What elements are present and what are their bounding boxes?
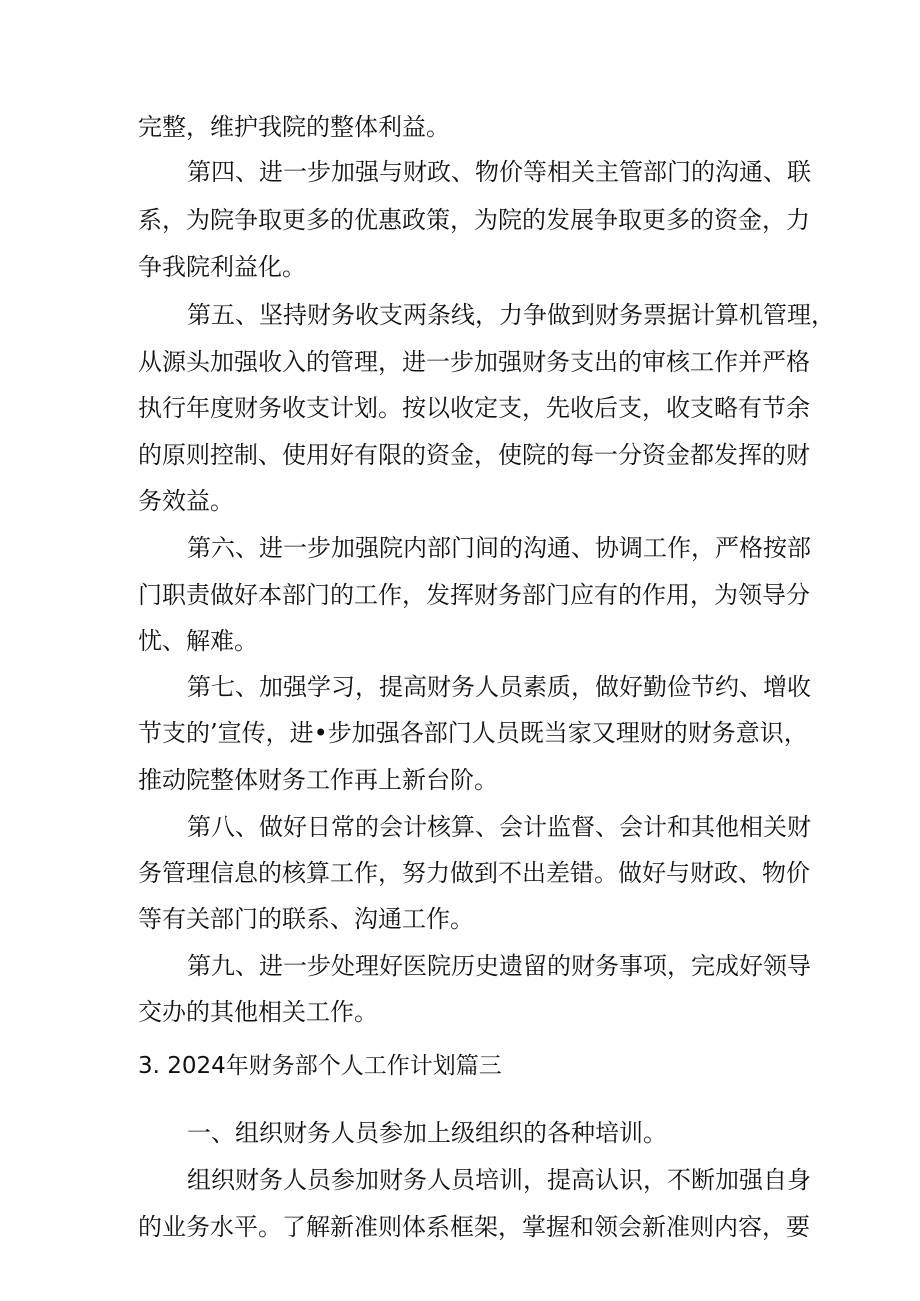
paragraph-line: 第五、坚持财务收支两条线，力争做到财务票据计算机管理， [187,301,835,329]
paragraph-line: 第六、进一步加强院内部门间的沟通、协调工作，严格按部 [187,534,811,562]
paragraph-line: 争我院利益化。 [138,253,306,281]
paragraph-line: 执行年度财务收支计划。按以收定支，先收后支，收支略有节余 [138,394,810,422]
paragraph-line: 从源头加强收入的管理，进一步加强财务支出的审核工作并严格 [138,348,810,376]
paragraph-line: 务管理信息的核算工作，努力做到不出差错。做好与财政、物价 [138,859,810,887]
paragraph-line: 节支的’宣传，进•步加强各部门人员既当家又理财的财务意识， [138,719,808,747]
paragraph-line: 门职责做好本部门的工作，发挥财务部门应有的作用，为领导分 [138,581,810,609]
paragraph-line: 的业务水平。了解新准则体系框架，掌握和领会新准则内容，要 [138,1213,810,1241]
paragraph-line: 务效益。 [138,487,234,515]
paragraph-line: 等有关部门的联系、沟通工作。 [138,905,474,933]
paragraph-line: 系，为院争取更多的优惠政策，为院的发展争取更多的资金，力 [138,206,810,234]
section-heading: 3. 2024年财务部个人工作计划篇三 [138,1053,502,1079]
paragraph-line: 组织财务人员参加财务人员培训，提高认识，不断加强自身 [187,1166,811,1194]
paragraph-line: 第七、加强学习，提高财务人员素质，做好勤俭节约、增收 [187,673,811,701]
paragraph-line: 完整，维护我院的整体利益。 [138,113,450,141]
paragraph-line: 一、组织财务人员参加上级组织的各种培训。 [187,1119,667,1147]
paragraph-line: 的原则控制、使用好有限的资金，使院的每一分资金都发挥的财 [138,441,810,469]
paragraph-line: 第八、做好日常的会计核算、会计监督、会计和其他相关财 [187,813,811,841]
paragraph-line: 交办的其他相关工作。 [138,998,378,1026]
paragraph-line: 推动院整体财务工作再上新台阶。 [138,766,498,794]
paragraph-line: 第九、进一步处理好医院历史遗留的财务事项，完成好领导 [187,952,811,980]
paragraph-line: 第四、进一步加强与财政、物价等相关主管部门的沟通、联 [187,158,811,186]
paragraph-line: 忧、解难。 [138,627,258,655]
